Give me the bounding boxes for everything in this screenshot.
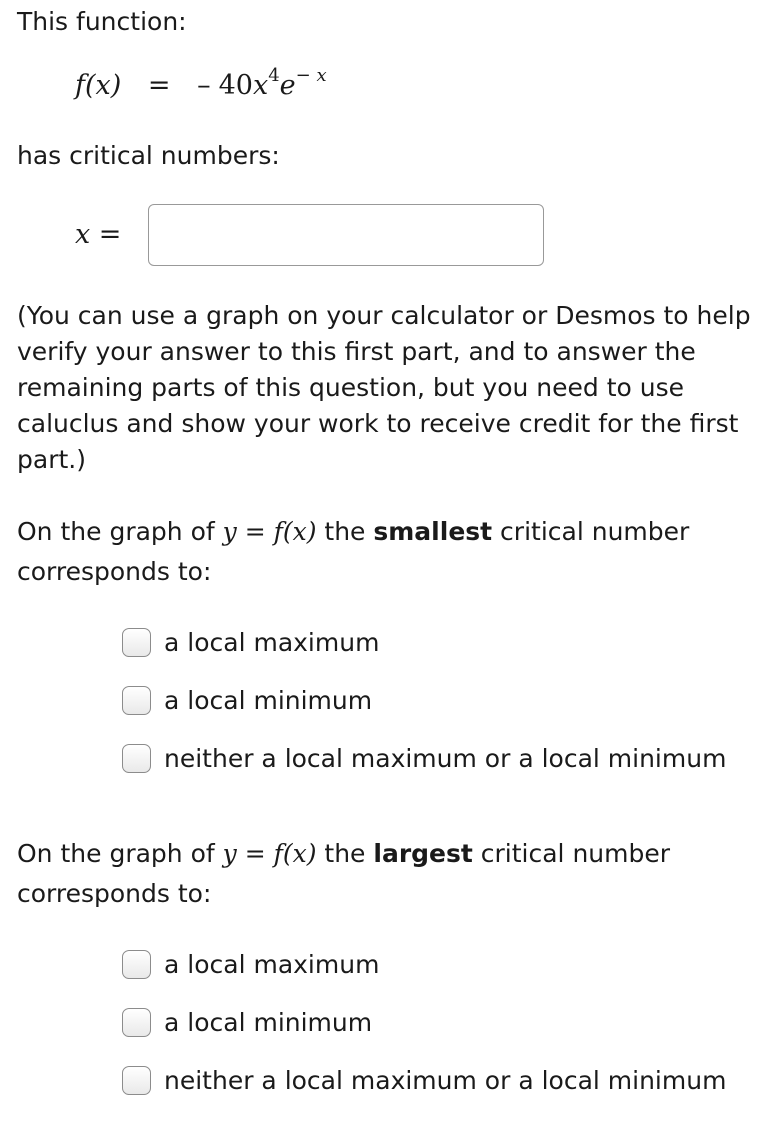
q2-mid: the xyxy=(316,839,374,868)
q2-option-local-min[interactable] xyxy=(122,1004,372,1040)
q2-prefix: On the graph of xyxy=(17,839,223,868)
question-1-prompt xyxy=(17,514,689,550)
q2-math: y = f(x) xyxy=(222,839,317,868)
answer-label: x = xyxy=(75,219,122,250)
q1-option-local-min[interactable] xyxy=(122,682,372,718)
equation-variable: x xyxy=(252,70,269,101)
q1-bold: smallest xyxy=(373,517,493,546)
equation-coefficient: 40 xyxy=(218,70,253,101)
question-2-line2: corresponds to: xyxy=(17,879,212,908)
critical-numbers-input[interactable] xyxy=(148,204,544,266)
instructions-note: (You can use a graph on your calculator or Desmos to help verify your answer to this first part, and to answer the remaining parts of this question, but you need to use caluclus and show your work to receive credit for the first part.) xyxy=(17,301,751,474)
checkbox[interactable] xyxy=(122,686,151,715)
equation-minus: – xyxy=(197,70,211,101)
q2-bold: largest xyxy=(373,839,473,868)
q1-prefix: On the graph of xyxy=(17,517,223,546)
function-equation xyxy=(75,66,327,109)
option-label: a local maximum xyxy=(164,949,380,979)
checkbox[interactable] xyxy=(122,1008,151,1037)
option-label: neither a local maximum or a local minimum xyxy=(164,743,727,773)
question-2-prompt xyxy=(17,836,670,872)
q2-option-neither[interactable] xyxy=(122,1062,726,1098)
equation-base: e xyxy=(279,70,296,101)
option-label: a local minimum xyxy=(164,1007,373,1037)
equation-equals: = xyxy=(147,70,171,101)
equation-lhs: f(x) xyxy=(75,70,122,101)
checkbox[interactable] xyxy=(122,628,151,657)
q1-option-local-max[interactable] xyxy=(122,624,379,660)
q2-option-local-max[interactable] xyxy=(122,946,379,982)
equation-exponent-2: − x xyxy=(295,65,327,86)
option-label: a local minimum xyxy=(164,685,373,715)
checkbox[interactable] xyxy=(122,1066,151,1095)
intro-text: This function: xyxy=(17,7,187,36)
equation-exponent: 4 xyxy=(268,65,280,86)
checkbox[interactable] xyxy=(122,744,151,773)
q1-option-neither[interactable] xyxy=(122,740,726,776)
q1-math: y = f(x) xyxy=(222,517,317,546)
option-label: neither a local maximum or a local minimum xyxy=(164,1065,727,1095)
option-label: a local maximum xyxy=(164,627,380,657)
q1-suffix: critical number xyxy=(492,517,690,546)
question-1-line2: corresponds to: xyxy=(17,557,212,586)
critical-numbers-label: has critical numbers: xyxy=(17,141,280,170)
q2-suffix: critical number xyxy=(472,839,671,868)
checkbox[interactable] xyxy=(122,950,151,979)
q1-mid: the xyxy=(316,517,374,546)
